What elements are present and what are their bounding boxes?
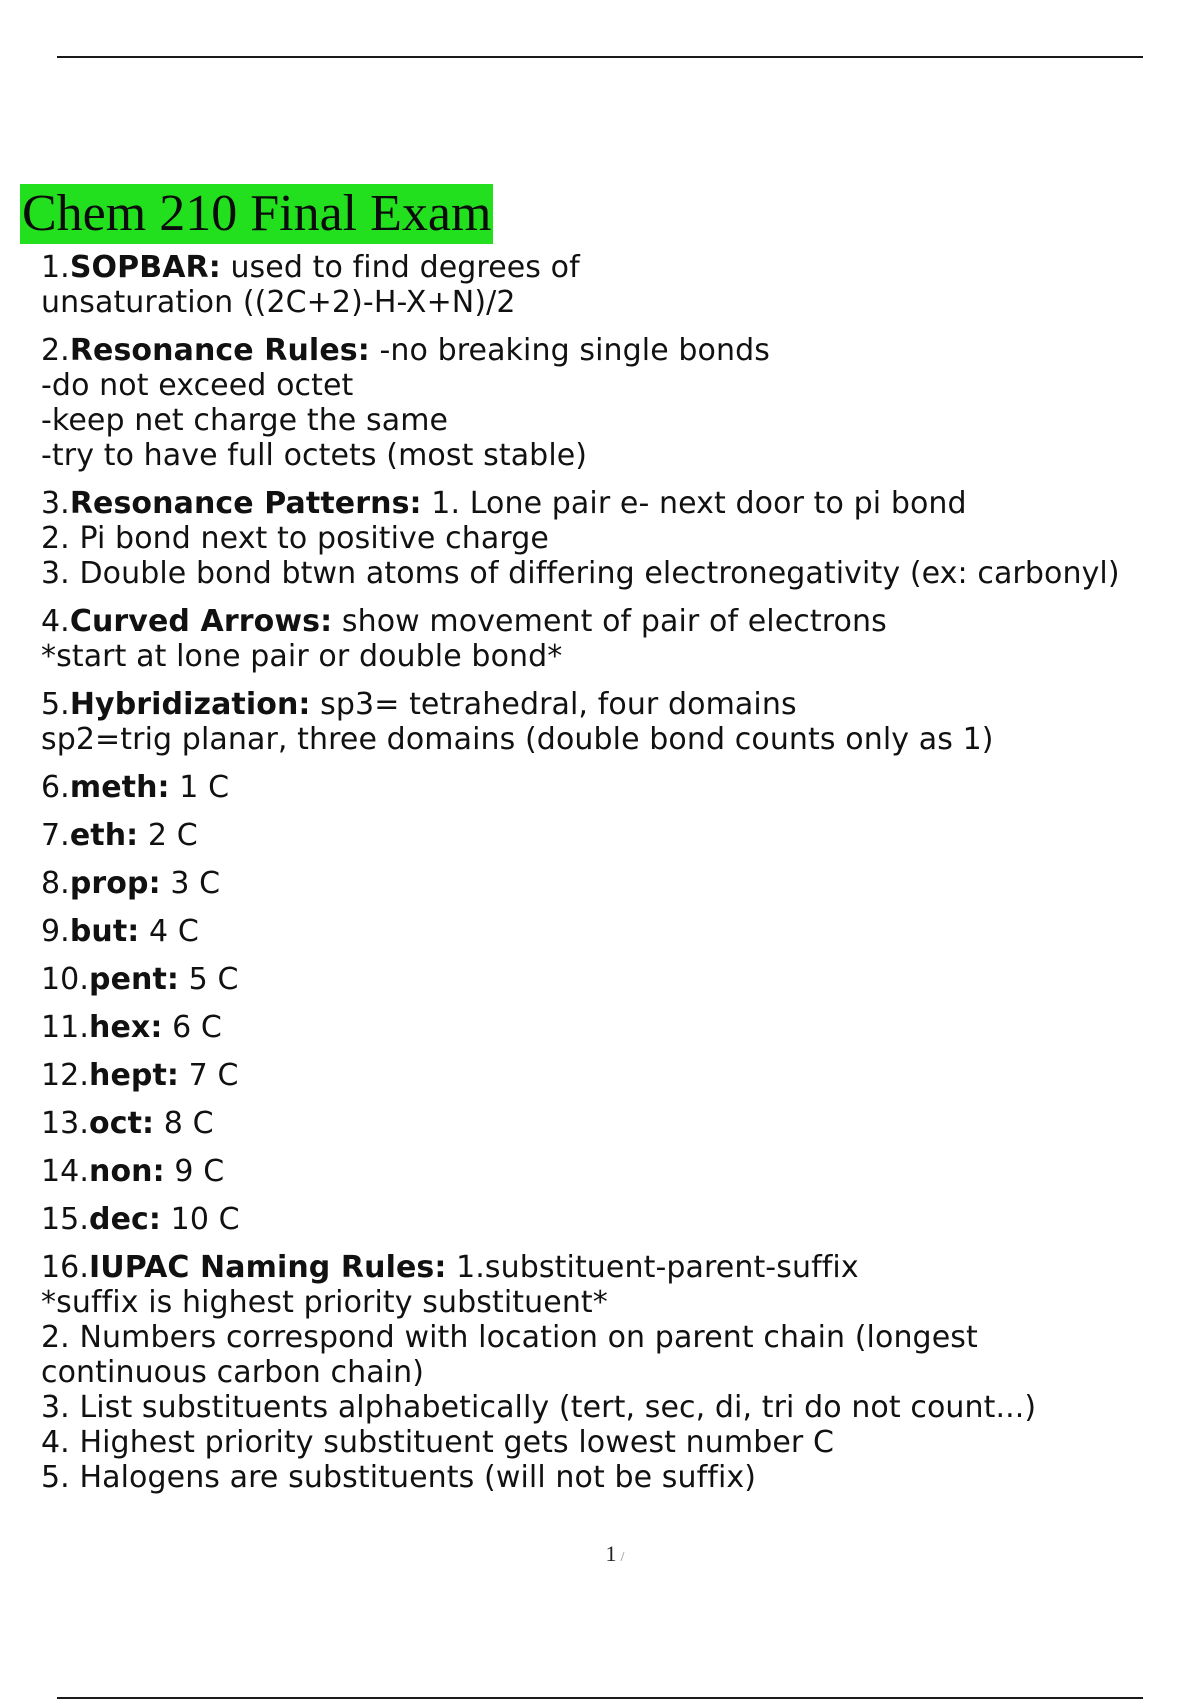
item-line: 3. Double bond btwn atoms of differing electronegativity (ex: carbonyl) (41, 556, 1120, 591)
list-item (41, 1010, 1196, 1045)
item-line: sp2=trig planar, three domains (double bond counts only as 1) (41, 722, 994, 757)
item-description: used to find degrees of (220, 250, 580, 285)
item-number: 7. (41, 818, 70, 853)
item-number: 6. (41, 770, 70, 805)
item-line: continuous carbon chain) (41, 1355, 425, 1390)
item-first-line (41, 687, 1196, 722)
item-term: hex: (89, 1010, 163, 1045)
list-item (41, 770, 1196, 805)
list-item (41, 604, 1196, 674)
item-number: 3. (41, 486, 70, 521)
list-item (41, 914, 1196, 949)
item-first-line (41, 1106, 1196, 1141)
item-first-line (41, 333, 1196, 368)
list-item (41, 333, 1196, 473)
item-number: 10. (41, 962, 90, 997)
list-item (41, 250, 1196, 320)
item-term: SOPBAR: (69, 250, 221, 285)
item-first-line (41, 1250, 1196, 1285)
item-description: 9 C (164, 1154, 225, 1189)
item-line: 2. Pi bond next to positive charge (41, 521, 549, 556)
item-line: unsaturation ((2C+2)-H-X+N)/2 (41, 285, 516, 320)
footer-rule (57, 1697, 1143, 1699)
page-title: Chem 210 Final Exam (22, 185, 492, 242)
item-term: dec: (89, 1202, 162, 1237)
item-first-line (41, 914, 1196, 949)
item-first-line (41, 818, 1196, 853)
item-number: 2. (41, 333, 70, 368)
list-item (41, 1154, 1196, 1189)
item-number: 14. (41, 1154, 90, 1189)
item-description: 1.substituent-parent-suffix (446, 1250, 859, 1285)
study-list (41, 250, 1196, 1508)
item-description: 1 C (169, 770, 230, 805)
item-description: show movement of pair of electrons (332, 604, 887, 639)
item-term: Curved Arrows: (69, 604, 333, 639)
item-description: 4 C (139, 914, 199, 949)
item-description: 1. Lone pair e- next door to pi bond (421, 486, 967, 521)
list-item (41, 866, 1196, 901)
item-description: 6 C (162, 1010, 222, 1045)
item-line: *suffix is highest priority substituent* (41, 1285, 608, 1320)
item-first-line (41, 770, 1196, 805)
item-first-line (41, 1154, 1196, 1189)
item-term: oct: (89, 1106, 155, 1141)
item-first-line (41, 250, 1196, 285)
page-number-slash: / (620, 1550, 625, 1565)
item-description: 3 C (160, 866, 221, 901)
list-item (41, 687, 1196, 757)
item-description: -no breaking single bonds (369, 333, 770, 368)
item-first-line (41, 604, 1196, 639)
item-term: meth: (69, 770, 170, 805)
item-number: 11. (41, 1010, 90, 1045)
list-item (41, 818, 1196, 853)
item-term: hept: (89, 1058, 180, 1093)
item-first-line (41, 1010, 1196, 1045)
item-number: 15. (41, 1202, 90, 1237)
item-term: IUPAC Naming Rules: (89, 1250, 447, 1285)
item-first-line (41, 962, 1196, 997)
item-term: prop: (69, 866, 161, 901)
item-number: 12. (41, 1058, 90, 1093)
item-number: 5. (41, 687, 70, 722)
item-number: 9. (41, 914, 70, 949)
item-term: Resonance Rules: (69, 333, 370, 368)
item-term: pent: (89, 962, 180, 997)
item-number: 8. (41, 866, 70, 901)
list-item (41, 1202, 1196, 1237)
item-first-line (41, 866, 1196, 901)
item-term: non: (89, 1154, 165, 1189)
item-number: 16. (41, 1250, 90, 1285)
list-item (41, 1250, 1196, 1495)
page-number (0, 1541, 1200, 1567)
item-description: sp3= tetrahedral, four domains (310, 687, 797, 722)
list-item (41, 1058, 1196, 1093)
item-line: *start at lone pair or double bond* (41, 639, 563, 674)
item-description: 7 C (179, 1058, 239, 1093)
item-description: 2 C (138, 818, 198, 853)
item-term: eth: (69, 818, 139, 853)
item-first-line (41, 1202, 1196, 1237)
list-item (41, 962, 1196, 997)
item-line: -keep net charge the same (41, 403, 449, 438)
item-number: 13. (41, 1106, 90, 1141)
item-line: -try to have full octets (most stable) (41, 438, 588, 473)
item-line: 4. Highest priority substituent gets lowest number C (41, 1425, 835, 1460)
item-description: 10 C (161, 1202, 240, 1237)
header-rule (57, 56, 1143, 58)
item-line: 3. List substituents alphabetically (tert, sec, di, tri do not count...) (41, 1390, 1037, 1425)
list-item (41, 1106, 1196, 1141)
item-first-line (41, 486, 1196, 521)
item-line: 2. Numbers correspond with location on parent chain (longest (41, 1320, 978, 1355)
list-item (41, 486, 1196, 591)
item-number: 1. (41, 250, 70, 285)
item-first-line (41, 1058, 1196, 1093)
item-term: Resonance Patterns: (69, 486, 422, 521)
item-term: but: (69, 914, 140, 949)
item-line: -do not exceed octet (41, 368, 354, 403)
item-description: 5 C (179, 962, 239, 997)
page-number-value: 1 (605, 1541, 617, 1566)
item-number: 4. (41, 604, 70, 639)
item-description: 8 C (154, 1106, 214, 1141)
item-line: 5. Halogens are substituents (will not be suffix) (41, 1460, 757, 1495)
item-term: Hybridization: (69, 687, 311, 722)
